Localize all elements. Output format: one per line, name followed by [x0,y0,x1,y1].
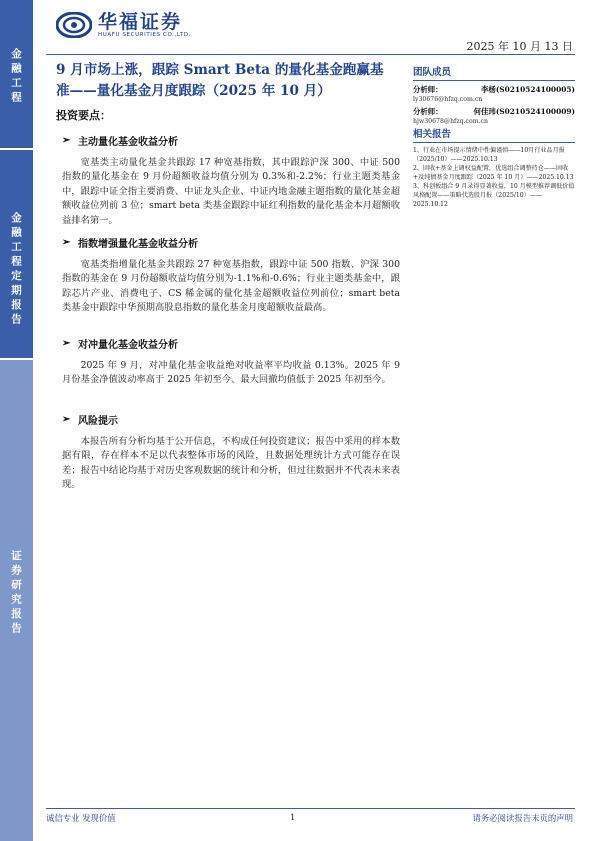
related-reports-list [413,147,575,209]
analyst-email[interactable]: hjw30678@hfzq.com.cn [413,118,489,125]
section-body: 宽基类主动量化基金共跟踪 17 种宽基指数，其中跟踪沪深 300、中证 500 指数的量化基金在 9 月份超额收益均值分别为 0.3%和-2.2%；行业主题类基金中，跟踪中证全指主要消费、中证龙头企业、中证内地金融主题指数的量化基金超额收益位列前 3 位；smart beta 类基金跟踪中证红利指数的量化基金本月超额收益排名第一。 [62,157,400,226]
section-hedge-quant [62,336,400,388]
related-reports-panel [413,126,575,210]
section-heading: 主动量化基金收益分析 [78,137,178,148]
section-heading: 对冲量化基金收益分析 [78,340,178,351]
bullet-arrow-icon: ➢ [62,338,71,349]
section-heading: 指数增强量化基金收益分析 [78,239,198,250]
report-title: 9 月市场上涨，跟踪 Smart Beta 的量化基金跑赢基准——量化基金月度跟踪（2025 年 10 月） [56,62,384,99]
section-body: 2025 年 9 月，对冲量化基金收益绝对收益率平均收益 0.13%。2025 年 9 月份基金净值波动率高于 2025 年初至今、最大回撤均值低于 2025 年初至今。 [62,360,400,386]
section-body: 宽基类指增量化基金共跟踪 27 种宽基指数，跟踪中证 500 指数、沪深 300 指数的基金在 9 月份超额收益均值分别为-1.1%和-0.6%；行业主题类基金中，跟踪芯片产业、消费电子、CS 稀金属的量化基金超额收益位列前位；smart beta 类基金中跟踪中华预期高股息指数的量化基金月度超额收益最高。 [62,259,400,314]
sidebar-category-label: 金融工程 [10,48,22,106]
sidebar-report-type-label: 金融工程定期报告 [10,212,22,328]
section-heading: 风险提示 [78,416,118,427]
analyst-entry [413,106,575,125]
related-title: 相关报告 [413,126,575,143]
footer-slogan: 诚信专业 发现价值 [46,813,116,823]
bullet-arrow-icon: ➢ [62,414,71,425]
category-sidebar [0,0,33,841]
page-number: 1 [290,812,296,822]
team-members-panel [413,64,575,125]
section-risk-warning [62,412,400,493]
analyst-name: 李杨(S0210524100005) [481,85,575,94]
header-divider [46,54,575,55]
related-report-link[interactable]: 1、行业在市场提示情绪中性偏谨慎——10月行业品月报（2025/10）——2025.10.13 [413,147,565,163]
team-title: 团队成员 [413,64,575,81]
analyst-label: 分析师： [413,107,443,116]
section-index-enhanced [62,235,400,316]
analyst-email[interactable]: ly30676@hfzq.com.cn [413,96,483,103]
footer-divider [46,808,575,809]
logo-swirl-icon [56,12,92,38]
footer-disclaimer: 请务必阅读报告末页的声明 [472,813,573,823]
bullet-arrow-icon: ➢ [62,135,71,146]
sidebar-block-doc-type [0,358,33,841]
logo-chinese-name: 华福证券 [98,11,183,33]
bullet-arrow-icon: ➢ [62,237,71,248]
sidebar-block-report-type [0,148,33,358]
sidebar-doc-type-label: 证券研究报告 [10,550,22,637]
company-logo [56,12,191,38]
report-date: 2025 年 10 月 13 日 [466,40,573,53]
section-body: 本报告所有分析均基于公开信息，不构成任何投资建议；报告中采用的样本数据有限，存在样本不足以代表整体市场的风险，且数据处理统计方式可能存在误差；报告中结论均基于对历史客观数据的统计和分析，但过往数据并不代表未来表现。 [62,436,400,491]
sidebar-block-category [0,0,33,148]
analyst-name: 何佳玮(S0210524100009) [473,107,575,116]
related-report-link[interactable]: 2、固收+基金上调权益配置，优选组合调整持仓——固收+及纯债基金月度跟踪（2025 年 10 月）——2025.10.13 [413,165,574,181]
analyst-label: 分析师： [413,85,443,94]
analyst-entry [413,84,575,103]
related-report-link[interactable]: 3、科创板组合 9 月录得显著收益，10 月模型推荐调低价值风格配置——策略代选股月报（2025/10）——2025.10.12 [413,183,575,208]
section-active-quant [62,133,400,228]
summary-heading: 投资要点： [56,109,111,122]
logo-english-name: HUAFU SECURITIES CO.,LTD. [98,32,191,38]
